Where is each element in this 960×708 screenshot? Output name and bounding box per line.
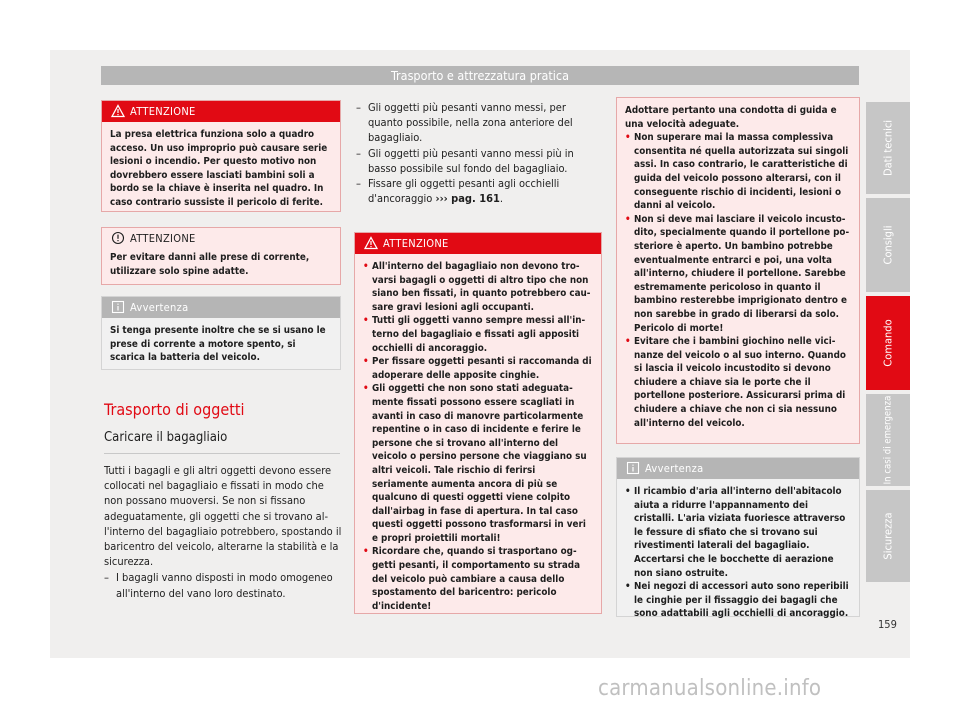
warning-text: La presa elettrica funziona solo a quadro acceso. Un uso improprio può causare serie lesioni o incendio. Per questo motivo non dovrebbero essere lasciati bambini soli a bordo se la chiave è inserita nel quadro. In caso contrario sussiste il pericolo di ferite. [110, 129, 328, 208]
list-item: – I bagagli vanno disposti in modo omogeneo all'interno del vano loro destinato. [104, 570, 342, 600]
list-item-text: Fissare gli oggetti pesanti agli occhielli d'ancoraggio [368, 177, 560, 206]
tab-dati-tecnici[interactable] [866, 102, 910, 194]
tab-consigli[interactable] [866, 198, 910, 292]
warning-bullet: • Non si deve mai lasciare il veicolo incustodito, specialmente quando il portellone posteriore è aperto. Un bambino potrebbe eventualmente entrarci e poi, una volta all'interno, chiudere il portellone. Sarebbe estremamente pericoloso in quanto il bambino resterebbe imprigionato dentro e non sarebbe in grado di liberarsi da solo. Pericolo di morte! [625, 213, 850, 334]
caution-box-plugs [101, 227, 341, 285]
note-label: Avvertenza [645, 462, 704, 475]
page-header: Trasporto e attrezzatura pratica [101, 66, 859, 85]
warning-header [102, 101, 340, 122]
list-item: – Fissare gli oggetti pesanti agli occhielli d'ancoraggio ››› pag. 161. [356, 177, 560, 206]
warning-label: ATTENZIONE [383, 237, 449, 250]
note-bullet-text: Il ricambio d'aria all'interno dell'abitacolo aiuta a ridurre l'appannamento dei cristalli. L'aria viziata fuoriesce attraverso le fessure di sfiato che si trovano sui rivestimenti laterali del bagagliaio. Accertarsi che le bocchette di aerazione non siano ostruite. [634, 486, 846, 579]
watermark: carmanualsonline.info [598, 676, 822, 701]
note-bullet: • Il ricambio d'aria all'interno dell'abitacolo aiuta a ridurre l'appannamento dei cristalli. L'aria viziata fuoriesce attraverso le fessure di sfiato che si trovano sui rivestimenti laterali del bagagliaio. Accertarsi che le bocchette di aerazione non siano ostruite. [625, 485, 851, 580]
warning-box-continued [616, 97, 860, 444]
tab-label: Comando [881, 319, 895, 367]
caution-text: Per evitare danni alle prese di corrente, utilizzare solo spine adatte. [110, 252, 310, 277]
intro-paragraph: Tutti i bagagli e gli altri oggetti devono essere collocati nel bagagliaio e fissati in modo che non possano muoversi. Se non si fissano adeguatamente, gli oggetti che si trovano all'interno del bagagliaio potrebbero, spostando il baricentro del veicolo, alterarne la stabilità e la sicurezza. [104, 464, 342, 569]
list-item: – Gli oggetti più pesanti vanno messi, per quanto possibile, nella zona anteriore del bagagliaio. [356, 100, 596, 146]
warning-bullet-text: Non superare mai la massa complessiva consentita né quella autorizzata sui singoli assi. In caso contrario, le caratteristiche di guida del veicolo possono alterarsi, con il conseguente rischio di incidenti, lesioni o danni al veicolo. [634, 132, 849, 212]
warning-box-luggage [354, 232, 602, 614]
tab-label: Dati tecnici [881, 119, 895, 177]
page-number: 159 [878, 618, 897, 631]
warning-bullet: • Evitare che i bambini giochino nelle vicinanze del veicolo o al suo interno. Quando si lascia il veicolo incustodito si devono chiudere a chiave sia le porte che il portellone posteriore. Assicurarsi prima di chiudere a chiave che non ci sia nessuno all'interno del veicolo. [625, 335, 851, 430]
subsection-divider [104, 453, 340, 454]
info-icon [111, 300, 125, 314]
caution-label: ATTENZIONE [130, 232, 196, 245]
page-reference-link[interactable]: ››› pag. 161 [435, 192, 500, 206]
warning-box-socket [101, 100, 341, 212]
note-label: Avvertenza [130, 301, 189, 314]
warning-bullet-text: Gli oggetti che non sono stati adeguatamente fissati possono essere scagliati in avanti in caso di manovre particolarmente repentine o in caso di incidente e ferire le persone che si trovano all'interno del veicolo o persino persone che viaggiano su altri veicoli. Tale rischio di ferirsi seriamente aumenta ancora di più se qualcuno di questi oggetti viene colpito dall'airbag in fase di apertura. In tal caso questi oggetti possono trasformarsi in veri e propri proiettili mortali! [372, 383, 587, 544]
warning-triangle-icon [364, 236, 378, 250]
note-bullet: • Nei negozi di accessori auto sono reperibili le cinghie per il fissaggio dei bagagli che sono adattabili agli occhielli di ancoraggio. [625, 580, 851, 621]
warning-intro-text: Adottare pertanto una condotta di guida e una velocità adeguate. [625, 105, 837, 130]
list-item: – Gli oggetti più pesanti vanno messi più in basso possibile sul fondo del bagagliaio. [356, 146, 596, 176]
tab-label: Sicurezza [881, 512, 895, 560]
warning-bullet-text: Per fissare oggetti pesanti si raccomanda di adoperare delle apposite cinghie. [372, 356, 592, 381]
subsection-title: Caricare il bagagliaio [104, 430, 228, 445]
instructions-list [356, 100, 596, 206]
note-box-battery [101, 296, 341, 370]
warning-bullet: • Gli oggetti che non sono stati adeguatamente fissati possono essere scagliati in avanti in caso di manovre particolarmente repentine o in caso di incidente e ferire le persone che si trovano all'interno del veicolo o persino persone che viaggiano su altri veicoli. Tale rischio di ferirsi seriamente aumenta ancora di più se qualcuno di questi oggetti viene colpito dall'airbag in fase di apertura. In tal caso questi oggetti possono trasformarsi in veri e propri proiettili mortali! [363, 382, 593, 545]
intro-paragraph-block [104, 463, 342, 601]
note-text: Si tenga presente inoltre che se si usano le prese di corrente a motore spento, si scarica la batteria del veicolo. [110, 325, 326, 364]
note-box-ventilation [616, 457, 860, 620]
warning-bullet: • Non superare mai la massa complessiva consentita né quella autorizzata sui singoli assi. In caso contrario, le caratteristiche di guida del veicolo possono alterarsi, con il conseguente rischio di incidenti, lesioni o danni al veicolo. [625, 131, 851, 213]
warning-bullet-text: Tutti gli oggetti vanno sempre messi all'interno del bagagliaio e fissati agli appositi occhielli di ancoraggio. [372, 315, 586, 354]
list-item-text: Gli oggetti più pesanti vanno messi più in basso possibile sul fondo del bagagliaio. [368, 146, 574, 175]
list-item-text: Gli oggetti più pesanti vanno messi, per quanto possibile, nella zona anteriore del bagagliaio. [368, 101, 573, 145]
tab-label: In casi di emergenza [882, 395, 894, 485]
warning-bullet-text: Non si deve mai lasciare il veicolo incustodito, specialmente quando il portellone posteriore è aperto. Un bambino potrebbe eventualmente entrarci e poi, una volta all'interno, chiudere il portellone. Sarebbe estremamente pericoloso in quanto il bambino resterebbe imprigionato dentro e non sarebbe in grado di liberarsi da solo. Pericolo di morte! [634, 213, 850, 334]
note-header [617, 458, 859, 479]
warning-header [355, 233, 601, 254]
warning-triangle-icon [111, 104, 125, 118]
caution-header [102, 228, 340, 249]
tab-sicurezza[interactable] [866, 490, 910, 582]
warning-bullet-text: Evitare che i bambini giochino nelle vicinanze del veicolo o al suo interno. Quando si lascia il veicolo incustodito si devono chiudere a chiave sia le porte che il portellone posteriore. Assicurarsi prima di chiudere a chiave che non ci sia nessuno all'interno del veicolo. [634, 336, 846, 429]
tab-comando[interactable] [866, 296, 910, 390]
caution-circle-icon [111, 231, 125, 245]
warning-label: ATTENZIONE [130, 105, 196, 118]
tab-label: Consigli [881, 225, 895, 265]
warning-bullet: • All'interno del bagagliaio non devono trovarsi bagagli o oggetti di altro tipo che non siano ben fissati, in quanto potrebbero causare gravi lesioni agli occupanti. [363, 260, 593, 314]
note-header [102, 297, 340, 318]
warning-bullet-text: Ricordare che, quando si trasportano oggetti pesanti, il comportamento su strada del veicolo può cambiare a causa dello spostamento del baricentro: pericolo d'incidente! [372, 546, 581, 612]
warning-bullet-text: All'interno del bagagliaio non devono trovarsi bagagli o oggetti di altro tipo che non siano ben fissati, in quanto potrebbero causare gravi lesioni agli occupanti. [372, 261, 591, 313]
list-item-text: I bagagli vanno disposti in modo omogeneo all'interno del vano loro destinato. [116, 571, 333, 600]
section-title: Trasporto di oggetti [104, 400, 245, 419]
warning-bullet: • Per fissare oggetti pesanti si raccomanda di adoperare delle apposite cinghie. [363, 356, 592, 381]
note-bullet-text: Nei negozi di accessori auto sono reperibili le cinghie per il fissaggio dei bagagli che sono adattabili agli occhielli di ancoraggio. [634, 581, 849, 620]
warning-bullet: • Ricordare che, quando si trasportano oggetti pesanti, il comportamento su strada del veicolo può cambiare a causa dello spostamento del baricentro: pericolo d'incidente! [363, 545, 593, 613]
info-icon [626, 461, 640, 475]
warning-bullet: • Tutti gli oggetti vanno sempre messi all'interno del bagagliaio e fissati agli appositi occhielli di ancoraggio. [363, 314, 593, 355]
tab-emergenza[interactable] [866, 394, 910, 486]
